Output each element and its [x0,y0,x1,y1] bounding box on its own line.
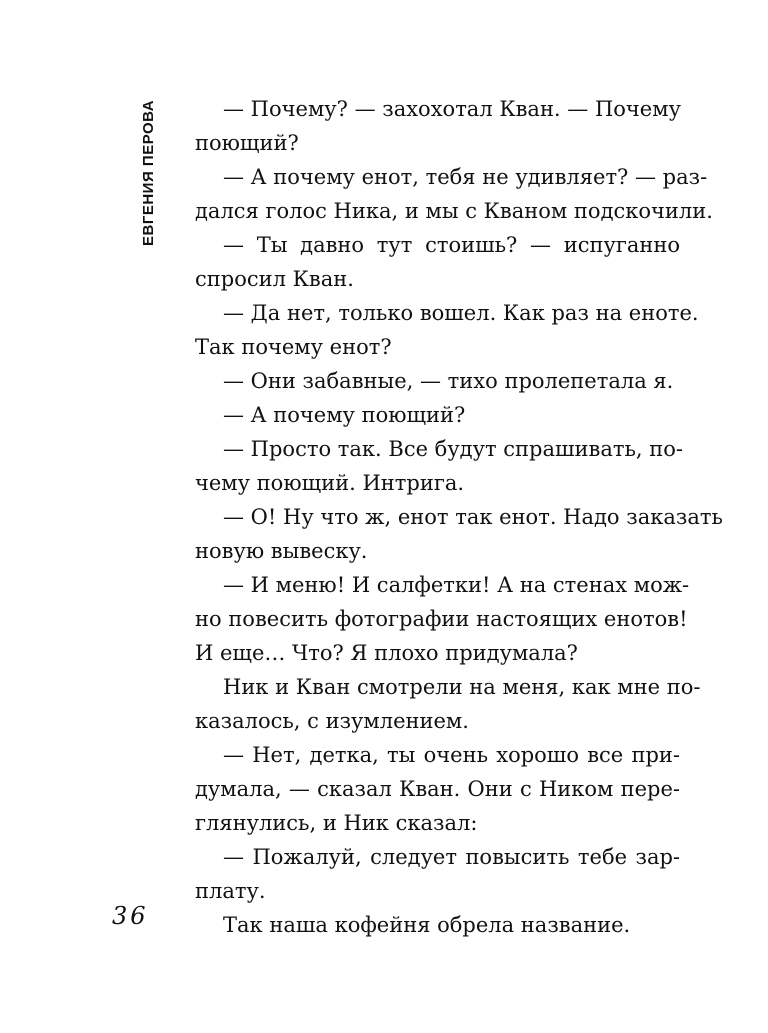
text-line: Ник и Кван смотрели на меня, как мне по- [223,675,701,699]
text-line: думала, — сказал Кван. Они с Ником пере- [195,777,680,801]
text-line: поющий? [195,131,299,155]
text-line: чему поющий. Интрига. [195,471,465,495]
text-line: глянулись, и Ник сказал: [195,811,478,835]
text-line: — Почему? — захохотал Кван. — Почему [223,97,681,121]
text-line: казалось, с изумлением. [195,709,469,733]
text-line: И еще… Что? Я плохо придумала? [195,641,578,665]
body-text [195,92,723,942]
text-line: — И меню! И салфетки! А на стенах мож- [223,573,690,597]
running-head: ЕВГЕНИЯ ПЕРОВА [140,100,157,247]
text-line: — А почему поющий? [223,403,466,427]
text-line: — Ты давно тут стоишь? — испуганно [223,233,680,257]
text-line: дался голос Ника, и мы с Кваном подскочили. [195,199,713,223]
text-line: — А почему енот, тебя не удивляет? — раз- [223,165,708,189]
text-line: — Просто так. Все будут спрашивать, по- [223,437,683,461]
text-line: плату. [195,879,266,903]
text-line: — Да нет, только вошел. Как раз на еноте. [223,301,699,325]
text-line: Так наша кофейня обрела название. [223,913,631,937]
page-number: 36 [112,902,149,930]
text-line: — О! Ну что ж, енот так енот. Надо заказать [223,505,723,529]
text-line: Так почему енот? [195,335,392,359]
text-line: — Они забавные, — тихо пролепетала я. [223,369,674,393]
text-line: — Пожалуй, следует повысить тебе зар- [223,845,680,869]
text-line: спросил Кван. [195,267,354,291]
text-line: новую вывеску. [195,539,368,563]
text-line: но повесить фотографии настоящих енотов! [195,607,688,631]
text-line: — Нет, детка, ты очень хорошо все при- [223,743,680,767]
